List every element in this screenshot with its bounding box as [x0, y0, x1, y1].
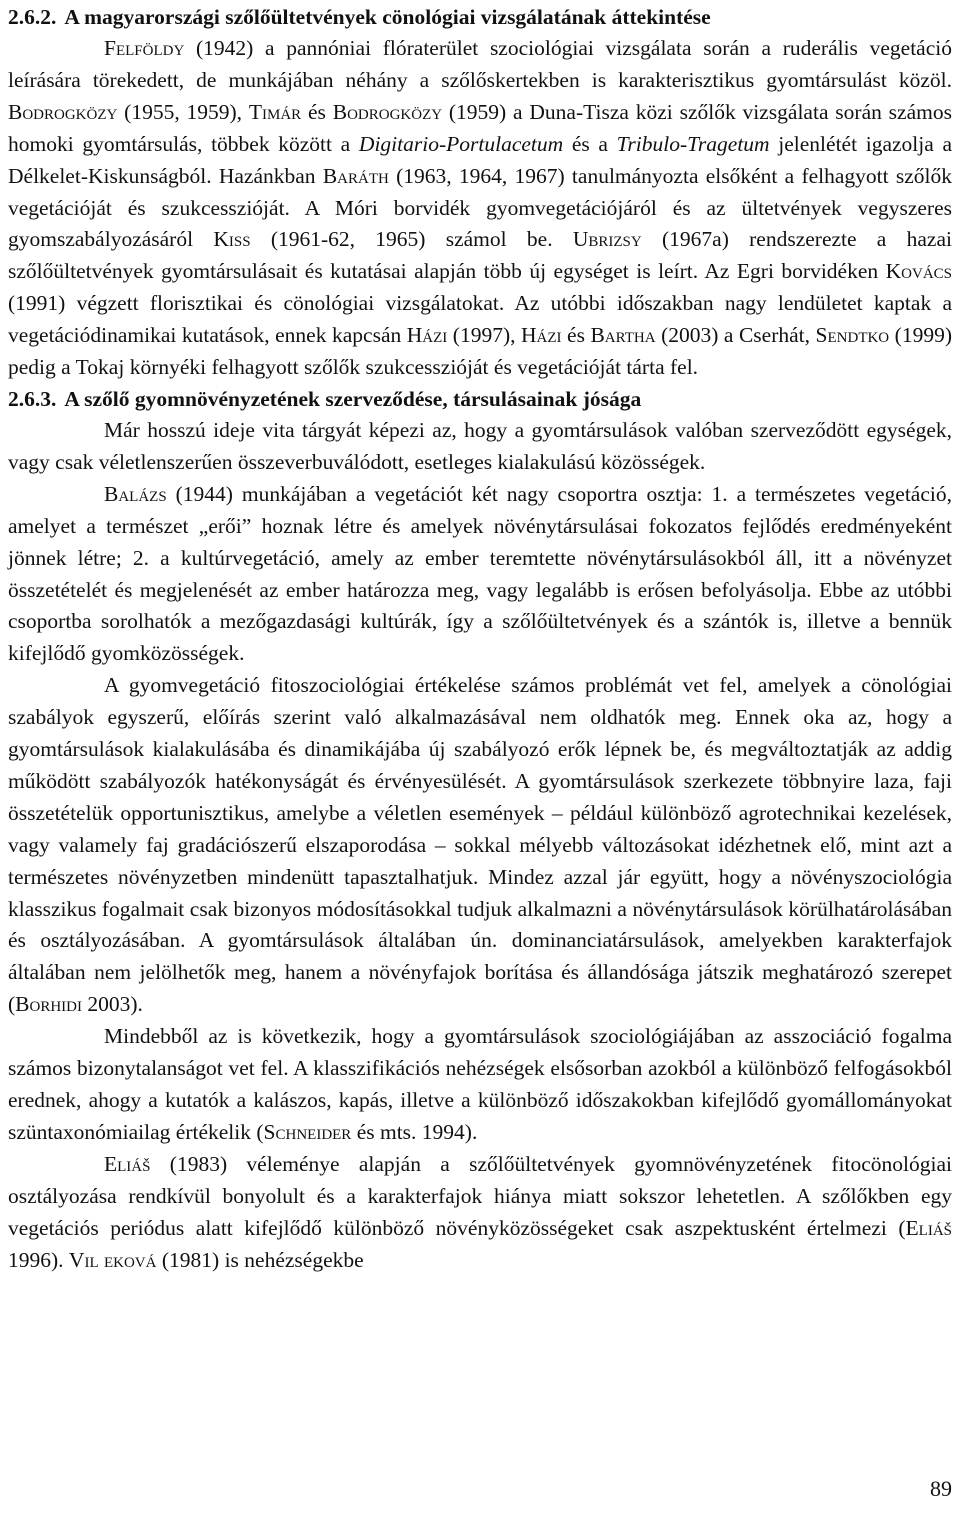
author-name: Sendtko	[815, 323, 890, 348]
text-run: és a	[563, 131, 617, 156]
paragraph	[8, 479, 952, 670]
author-name: Bodrogközy	[332, 99, 443, 124]
text-run: és mts. 1994).	[351, 1119, 478, 1144]
author-name: Bodrogközy	[8, 99, 118, 124]
author-name: Eliáš	[905, 1215, 952, 1240]
section-heading	[8, 2, 952, 33]
author-name: Vil ekov	[68, 1247, 146, 1272]
author-name: Házi	[521, 323, 562, 348]
text-run: (1983) véleménye alapján a szőlőültetvények gyomnövényzetének fitocönológiai osztályozása rendkívül bonyolult és a karakterfajok hiánya miatt sokszor lehetetlen. A szőlőkben egy vegetációs periódus alatt kifejlődő különböző növényközösségeket csak aszpektusként értelmezi (	[8, 1151, 952, 1240]
author-name: Baráth	[322, 163, 389, 188]
author-name: Házi	[406, 323, 448, 348]
paragraph	[8, 1021, 952, 1149]
paragraph	[8, 415, 952, 479]
text-run: jelenlétét igazolja a Délkelet-Kiskunságból. Hazánkban	[8, 131, 953, 188]
text-run: (1963, 1964, 1967) tanulmányozta elsőként a felhagyott szőlők vegetációját és szukcesszióját. A Móri borvidék gyomvegetációjáról és az ültetvények vegyszeres gyomszabályozásáról	[8, 163, 953, 252]
paragraph	[8, 1149, 952, 1277]
text-run: és	[561, 323, 591, 348]
text-run: (1942) a pannóniai flóraterület szociológiai vizsgálata során a ruderális vegetáció leírására törekedett, de munkájában néhány a szőlőskertekben is karakterisztikus gyomtársulást közöl.	[8, 36, 952, 92]
section-number: 2.6.3.	[8, 386, 57, 411]
document-body	[8, 2, 952, 1276]
text-run: (1997),	[447, 323, 521, 348]
page-number: 89	[930, 1476, 952, 1501]
text-run: és	[301, 99, 333, 124]
text-run: (2003) a Cserhát,	[655, 323, 816, 348]
author-name: Borhidi	[15, 992, 83, 1017]
text-run: A gyomvegetáció fitoszociológiai értékelése számos problémát vet fel, amelyek a cönológiai szabályok egyszerű, előírás szerint való alkalmazásával nem oldhatók meg. Ennek oka az, hogy a gyomtársulások kialakulásába és dinamikájába új szabályozó erők lépnek be, és megváltoztatják az addig működött szabályozók hatékonyságát és érvényesülését. A gyomtársulások szerkezete többnyire laza, faji összetételük opportunisztikus, amelybe a véletlen események – például különböző agrotechnikai kezelések, vagy valamely faj gradációszerű elszaporodása – sokkal mélyebb változásokat idézhetnek elő, mint azt a természetes növényzetben mindenütt tapasztalhatjuk. Mindez azzal jár együtt, hogy a növényszociológia klasszikus fogalmait csak bizonyos módosításokkal tudjuk alkalmazni a növénytársulások körülhatárolásában és osztályozásában. A gyomtársulások általában ún. dominanciatársulások, amelyekben karakterfajok általában nem jelölhetők meg, hanem a növényfajok borítása és állandósága játszik meghatározó szerepet (	[8, 673, 952, 1017]
text-run: (1955, 1959),	[117, 99, 249, 124]
author-name: Felföldy	[104, 36, 185, 60]
author-name: Eliáš	[104, 1151, 151, 1176]
text-run: (1981) is nehézségekbe	[156, 1247, 364, 1272]
section-number: 2.6.2.	[8, 5, 57, 29]
text-run: (1991) végzett florisztikai és cönológiai vizsgálatokat. Az utóbbi időszakban nagy lendületet kaptak a vegetációdinamikai kutatások, ennek kapcsán	[8, 291, 952, 348]
text-run: 1996).	[8, 1247, 69, 1272]
section-heading	[8, 384, 952, 415]
text-run: Már hosszú ideje vita tárgyát képezi az, hogy a gyomtársulások valóban szerveződött egységek, vagy csak véletlenszerűen összeverbuválódott, esetleges kialakulású közösségek.	[8, 417, 952, 474]
author-name: Bartha	[590, 323, 656, 348]
section-title: A szőlő gyomnövényzetének szerveződése, társulásainak jósága	[64, 386, 642, 411]
text-run: (1944) munkájában a vegetációt két nagy csoportra osztja: 1. a természetes vegetáció, amelyet a természet „erői” hoznak létre és amelyek növénytársulásai fokozatos fejlődés eredményeként jönnek létre; 2. a kultúrvegetáció, amely az ember teremtette növénytársulásokból áll, itt a növényzet összetételét és megjelenését az ember határozza meg, vagy legalább is erősen befolyásolja. Ebbe az utóbbi csoportba sorolhatók a mezőgazdasági kultúrák, így a szőlőültetvények és a szántók is, illetve a bennük kifejlődő gyomközösségek.	[8, 481, 952, 666]
text-run: (1961-62, 1965) számol be.	[250, 227, 573, 252]
text-run: 2003).	[82, 992, 143, 1017]
taxon-name: Tribulo-Tragetum	[616, 131, 770, 156]
text-run: (1959) a Duna-Tisza közi szőlők vizsgálata során számos homoki gyomtársulás, többek között a	[8, 99, 952, 156]
author-name: Schneider	[263, 1119, 352, 1144]
text-run: Mindebből az is következik, hogy a gyomtársulások szociológiájában az asszociáció fogalma számos bizonytalanságot vet fel. A klasszifikációs nehézségek elsősorban azokból a különböző felfogásokból erednek, ahogy a kutatók a kalászos, kapás, illetve a különböző időszakokban kifejlődő gyomállományokat szüntaxonómiailag értékelik (	[8, 1024, 952, 1144]
text-run: (1999) pedig a Tokaj környéki felhagyott szőlők szukcesszióját és vegetációját tárta fel.	[8, 323, 952, 380]
author-name: Ubrizsy	[572, 227, 642, 252]
taxon-name: Digitario-Portulacetum	[358, 131, 564, 156]
author-name: á	[145, 1247, 157, 1272]
author-name: Timár	[248, 99, 302, 124]
paragraph	[8, 33, 952, 384]
text-run: (1967a) rendszerezte a hazai szőlőültetvények gyomtársulásait és kutatásai alapján több új egységet is leírt. Az Egri borvidéken	[8, 227, 952, 284]
author-name: Kiss	[213, 227, 251, 252]
author-name: Kovács	[885, 259, 952, 284]
paragraph	[8, 670, 952, 1021]
section-title: A magyarországi szőlőültetvények cönológiai vizsgálatának áttekintése	[64, 5, 711, 29]
author-name: Balázs	[104, 481, 167, 506]
